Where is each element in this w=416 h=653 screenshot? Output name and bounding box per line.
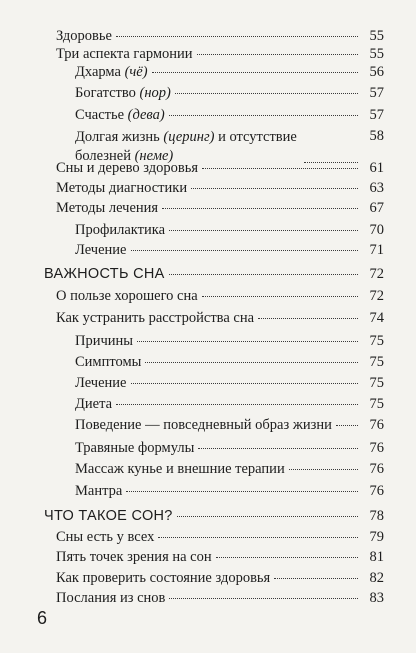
toc-entry-title: Богатство (нор) [75, 85, 171, 101]
dot-leader [145, 362, 358, 363]
toc-entry [75, 333, 384, 350]
toc-section [44, 266, 384, 283]
toc-entry-title: Профилактика [75, 222, 166, 238]
toc-entry [75, 354, 384, 371]
dot-leader [175, 93, 358, 94]
toc-section-title: ЧТО ТАКОЕ СОН? [44, 508, 173, 524]
toc-entry [75, 440, 384, 457]
toc-entry-title: Сны и дерево здоровья [56, 160, 199, 176]
toc-entry [75, 483, 384, 500]
dot-leader [216, 557, 358, 558]
dot-leader [258, 318, 358, 319]
dot-leader [177, 516, 358, 517]
toc-entry-title: Счастье (дева) [75, 107, 165, 123]
toc-entry-page: 83 [369, 590, 384, 606]
toc-entry [56, 288, 384, 305]
dot-leader [131, 250, 359, 251]
toc-entry-page: 76 [369, 483, 384, 499]
toc-entry [56, 529, 384, 546]
dot-leader [116, 404, 358, 405]
toc-entry-title: Методы диагностики [56, 180, 188, 196]
toc-entry-page: 82 [369, 570, 384, 586]
toc-entry-page: 55 [369, 28, 384, 44]
toc-entry-title: Массаж кунье и внешние терапии [75, 461, 285, 477]
dot-leader [202, 168, 358, 169]
toc-entry-page: 76 [369, 461, 384, 477]
dot-leader [169, 598, 358, 599]
dot-leader [152, 72, 358, 73]
toc-entry-page: 63 [369, 180, 384, 196]
toc-entry [75, 375, 384, 392]
toc-entry-title: Поведение — повседневный образ жизни [75, 417, 332, 433]
dot-leader [336, 425, 358, 426]
dot-leader [198, 448, 358, 449]
toc-entry-title: Сны есть у всех [56, 529, 155, 545]
toc-entry-title: О пользе хорошего сна [56, 288, 198, 304]
toc-section [44, 508, 384, 525]
toc-entry [56, 28, 384, 45]
dot-leader [274, 578, 358, 579]
toc-entry [75, 242, 384, 259]
toc-entry-page: 75 [369, 396, 384, 412]
dot-leader [191, 188, 358, 189]
toc-entry-title: Методы лечения [56, 200, 159, 216]
dot-leader [197, 54, 358, 55]
toc-entry [75, 64, 384, 81]
toc-entry-page: 76 [369, 440, 384, 456]
toc-entry-page: 58 [369, 128, 384, 144]
toc-entry-page: 70 [369, 222, 384, 238]
dot-leader [158, 537, 358, 538]
toc-entry-title: Дхарма (чё) [75, 64, 148, 80]
toc-entry-page: 76 [369, 417, 384, 433]
dot-leader [169, 274, 358, 275]
page-number: 6 [37, 608, 48, 628]
toc-entry-title: Три аспекта гармонии [56, 46, 193, 62]
toc-entry [75, 85, 384, 102]
toc-entry [56, 549, 384, 566]
toc-entry-page: 57 [369, 107, 384, 123]
toc-entry-page: 55 [369, 46, 384, 62]
toc-entry-page: 78 [369, 508, 384, 524]
dot-leader [169, 115, 358, 116]
toc-entry-page: 75 [369, 354, 384, 370]
toc-entry-page: 81 [369, 549, 384, 565]
toc-entry-page: 75 [369, 375, 384, 391]
toc-entry-title: Причины [75, 333, 134, 349]
toc-entry-title: Как проверить состояние здоровья [56, 570, 271, 586]
toc-entry-page: 72 [369, 288, 384, 304]
dot-leader [202, 296, 358, 297]
toc-entry-title: Симптомы [75, 354, 142, 370]
toc-entry-title: Пять точек зрения на сон [56, 549, 212, 565]
dot-leader [126, 491, 358, 492]
toc-entry [56, 46, 384, 63]
toc-entry-title: Лечение [75, 242, 127, 258]
dot-leader [162, 208, 358, 209]
toc-entry-title: Диета [75, 396, 113, 412]
toc-section-title: ВАЖНОСТЬ СНА [44, 266, 165, 282]
toc-entry-title: Послания из снов [56, 590, 166, 606]
toc-entry-page: 75 [369, 333, 384, 349]
dot-leader [289, 469, 358, 470]
toc-entry-page: 74 [369, 310, 384, 326]
toc-entry-page: 57 [369, 85, 384, 101]
toc-entry-title: Долгая жизнь (церинг) и отсутствие болезней (неме) [75, 129, 297, 164]
toc-entry [75, 417, 384, 434]
dot-leader [137, 341, 358, 342]
toc-entry-page: 56 [369, 64, 384, 80]
toc-entry-title: Травяные формулы [75, 440, 195, 456]
toc-entry [75, 107, 384, 124]
toc-entry [56, 570, 384, 587]
toc-entry [75, 222, 384, 239]
toc-entry [56, 310, 384, 327]
toc-entry [75, 396, 384, 413]
toc-entry-page: 67 [369, 200, 384, 216]
dot-leader [169, 230, 358, 231]
toc-entry [56, 180, 384, 197]
toc-entry-page: 71 [369, 242, 384, 258]
toc-entry [56, 200, 384, 217]
toc-entry-title: Здоровье [56, 28, 112, 44]
dot-leader [116, 36, 358, 37]
toc-entry-page: 79 [369, 529, 384, 545]
toc-entry [75, 461, 384, 478]
toc-entry-title: Мантра [75, 483, 123, 499]
toc-entry-title: Лечение [75, 375, 127, 391]
toc-entry-page: 72 [369, 266, 384, 282]
dot-leader [131, 383, 359, 384]
toc-entry [56, 590, 384, 607]
toc-entry-title: Как устранить расстройства сна [56, 310, 255, 326]
toc-entry [56, 160, 384, 177]
toc-entry-page: 61 [369, 160, 384, 176]
